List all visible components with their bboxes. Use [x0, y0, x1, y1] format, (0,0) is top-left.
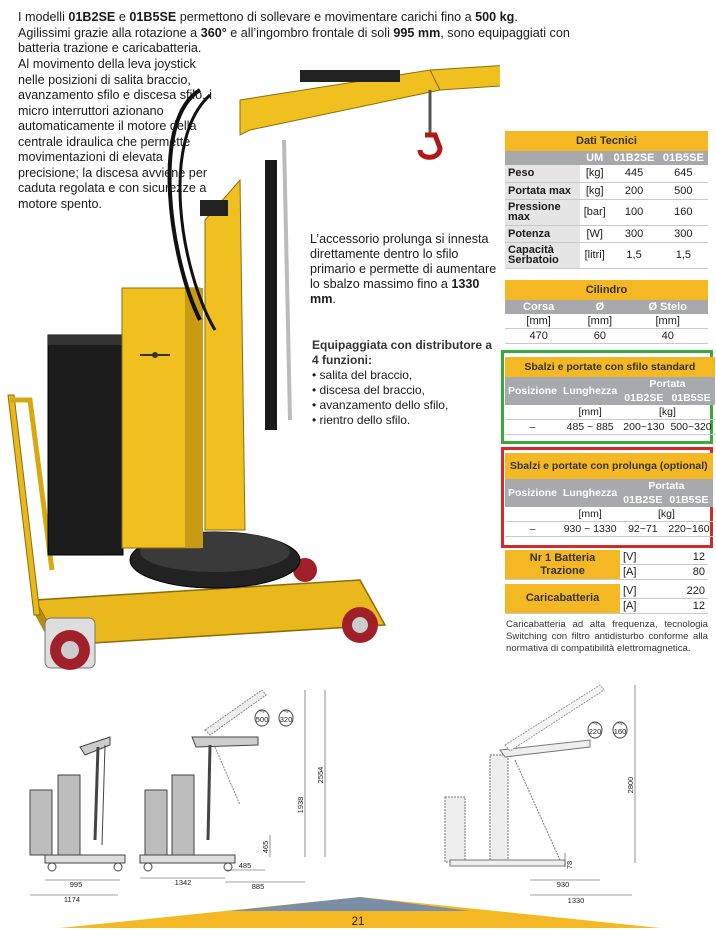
opt-unit-empty — [505, 507, 560, 522]
kg-label: Kg — [617, 720, 623, 725]
opt-val2: 220~160 — [665, 522, 712, 537]
std-h-pos: Posizione — [508, 385, 558, 397]
prolunga-text: . — [332, 292, 336, 306]
front-dimension: 995 mm — [393, 25, 441, 40]
equip-list — [312, 368, 502, 428]
std-h-len: Lunghezza — [563, 385, 618, 397]
dim-label: 995 — [69, 880, 83, 889]
charger-label: Caricabatteria — [505, 584, 620, 614]
std-model2: 01B5SE — [671, 392, 711, 404]
tech-header-model1: 01B2SE — [613, 152, 655, 164]
load-label: 320 — [279, 715, 293, 724]
dim-label: 2800 — [626, 776, 635, 794]
charger-um: [V] — [620, 584, 659, 599]
tech-cell: 200 — [609, 182, 658, 199]
battery-val: 80 — [659, 565, 708, 580]
opt-h-port: Portata — [648, 480, 685, 492]
tech-cell: [bar] — [580, 199, 609, 225]
prolunga-paragraph — [310, 232, 500, 307]
charger-note: Caricabatteria ad alta frequenza, tecnologia Switching con filtro antidisturbo conforme alla normativa di compatibilità elettromagnetica. — [506, 619, 708, 654]
tech-header-model2: 01B5SE — [662, 152, 704, 164]
battery-val: 12 — [659, 550, 708, 565]
dim-label: 1330 — [567, 896, 585, 905]
cyl-header: Corsa — [523, 301, 555, 313]
list-item: • rientro dello sfilo. — [312, 413, 502, 428]
intro-text: . — [514, 10, 518, 24]
opt-u-port: [kg] — [620, 507, 712, 522]
std-unit-empty — [505, 405, 560, 420]
intro-paragraph — [18, 10, 608, 57]
charger-um: [A] — [620, 598, 659, 613]
dim-label: 465 — [261, 840, 270, 854]
tech-title: Dati Tecnici — [505, 131, 708, 151]
tech-cell: 160 — [659, 199, 708, 225]
tech-cell: 1,5 — [609, 242, 658, 268]
tech-cell: 300 — [659, 225, 708, 242]
opt-h-pos: Posizione — [508, 487, 558, 499]
tech-cell: 445 — [609, 165, 658, 182]
equip-block — [312, 338, 502, 428]
battery-um: [V] — [620, 550, 659, 565]
model-01b2se: 01B2SE — [68, 10, 116, 24]
battery-um: [A] — [620, 565, 659, 580]
intro-text: e all’ingombro frontale di soli — [226, 25, 394, 40]
diagram-compact — [30, 737, 125, 904]
kg-label: Kg — [259, 708, 265, 713]
dim-label: 885 — [251, 882, 265, 891]
load-label: 160 — [613, 727, 627, 736]
tech-cell: [W] — [580, 225, 609, 242]
rotation-value: 360° — [200, 25, 227, 40]
std-u-len: [mm] — [560, 405, 620, 420]
tech-header-empty — [505, 151, 580, 165]
std-model1: 01B2SE — [624, 392, 664, 404]
cylinder-table — [505, 280, 708, 344]
kg-label: Kg — [283, 708, 289, 713]
equip-heading: Equipaggiata con distributore a 4 funzioni: — [312, 338, 493, 367]
page-number: 21 — [351, 916, 365, 928]
std-val2: 500~320 — [667, 420, 714, 435]
opt-h-len: Lunghezza — [563, 487, 618, 499]
intro-text: Agilissimi grazie alla rotazione a — [18, 25, 201, 40]
battery-table — [505, 550, 708, 614]
load-label: 220 — [588, 727, 602, 736]
cyl-value: 60 — [572, 329, 627, 344]
charger-val: 12 — [659, 598, 708, 613]
joystick-paragraph: Al movimento della leva joystick nelle posizioni di salita braccio, avanzamento sfilo e discesa sfilo, i micro interruttori azionano automaticamente il motore della centrale idraulica che permette movimentazioni di elevata precisione; la discesa avviene per caduta regolata e con sicurezze a motore spento. — [18, 57, 212, 211]
tech-row-label: Potenza — [505, 225, 580, 242]
opt-model1: 01B2SE — [623, 494, 663, 506]
intro-text: batteria trazione e caricabatteria. — [18, 41, 202, 55]
tech-row-label: Peso — [505, 165, 580, 182]
tech-data-table — [505, 131, 708, 269]
dim-label: 930 — [556, 880, 570, 889]
std-len: 485 ~ 885 — [560, 420, 620, 435]
tech-row-label: Capacità Serbatoio — [505, 242, 580, 268]
load-label: 500 — [255, 715, 269, 724]
tech-cell: [kg] — [580, 182, 609, 199]
tech-cell: 100 — [609, 199, 658, 225]
dim-label: 485 — [238, 861, 252, 870]
opt-model2: 01B5SE — [669, 494, 709, 506]
dim-label: 78 — [565, 860, 574, 870]
tech-cell: 1,5 — [659, 242, 708, 268]
intro-text: e — [115, 10, 130, 24]
intro-text: , sono equipaggiati con — [440, 25, 570, 40]
diagram-extension — [445, 685, 635, 905]
opt-val1: 92~71 — [620, 522, 665, 537]
std-u-port: [kg] — [620, 405, 714, 420]
opt-title: Sbalzi e portate con prolunga (optional) — [505, 453, 713, 479]
cyl-header: Ø — [595, 301, 605, 313]
tech-cell: 300 — [609, 225, 658, 242]
max-load: 500 kg — [475, 10, 515, 24]
opt-u-len: [mm] — [560, 507, 620, 522]
technical-diagrams — [0, 675, 716, 905]
std-title: Sbalzi e portate con sfilo standard — [505, 357, 715, 377]
tech-cell: [litri] — [580, 242, 609, 268]
cyl-value: 470 — [505, 329, 572, 344]
cyl-unit: [mm] — [572, 314, 627, 329]
tech-cell: [kg] — [580, 165, 609, 182]
cyl-unit: [mm] — [627, 314, 708, 329]
tech-cell: 645 — [659, 165, 708, 182]
tech-row-label: Portata max — [505, 182, 580, 199]
std-pos: – — [505, 420, 560, 435]
optional-outreach-table — [505, 453, 713, 537]
intro-text: I modelli — [18, 10, 69, 24]
battery-label: Nr 1 Batteria Trazione — [505, 550, 620, 580]
list-item: • discesa del braccio, — [312, 383, 502, 398]
std-h-port: Portata — [649, 378, 686, 390]
std-val1: 200~130 — [620, 420, 667, 435]
list-item: • avanzamento dello sfilo, — [312, 398, 502, 413]
opt-pos: – — [505, 522, 560, 537]
kg-label: Kg — [592, 720, 598, 725]
cyl-title: Cilindro — [505, 280, 708, 300]
standard-outreach-table — [505, 357, 715, 435]
cyl-unit: [mm] — [505, 314, 572, 329]
dim-label: 1174 — [63, 895, 81, 904]
opt-len: 930 ~ 1330 — [560, 522, 620, 537]
tech-cell: 500 — [659, 182, 708, 199]
prolunga-text: L’accessorio prolunga si innesta direttamente dentro lo sfilo primario e permette di aumentare lo sbalzo massimo fino a — [310, 232, 497, 291]
cyl-value: 40 — [627, 329, 708, 344]
model-01b5se: 01B5SE — [129, 10, 177, 24]
cyl-header: Ø Stelo — [648, 301, 687, 313]
diagram-standard-boom — [140, 690, 325, 891]
tech-header-um: UM — [586, 152, 604, 164]
dim-label: 1938 — [296, 796, 305, 814]
list-item: • salita del braccio, — [312, 368, 502, 383]
dim-label: 1342 — [174, 878, 192, 887]
prolunga-value: 1330 mm — [310, 277, 480, 306]
intro-text: permettono di sollevare e movimentare carichi fino a — [176, 10, 476, 24]
dim-label: 2554 — [316, 766, 325, 784]
tech-row-label: Pressione max — [505, 199, 580, 225]
charger-val: 220 — [659, 584, 708, 599]
